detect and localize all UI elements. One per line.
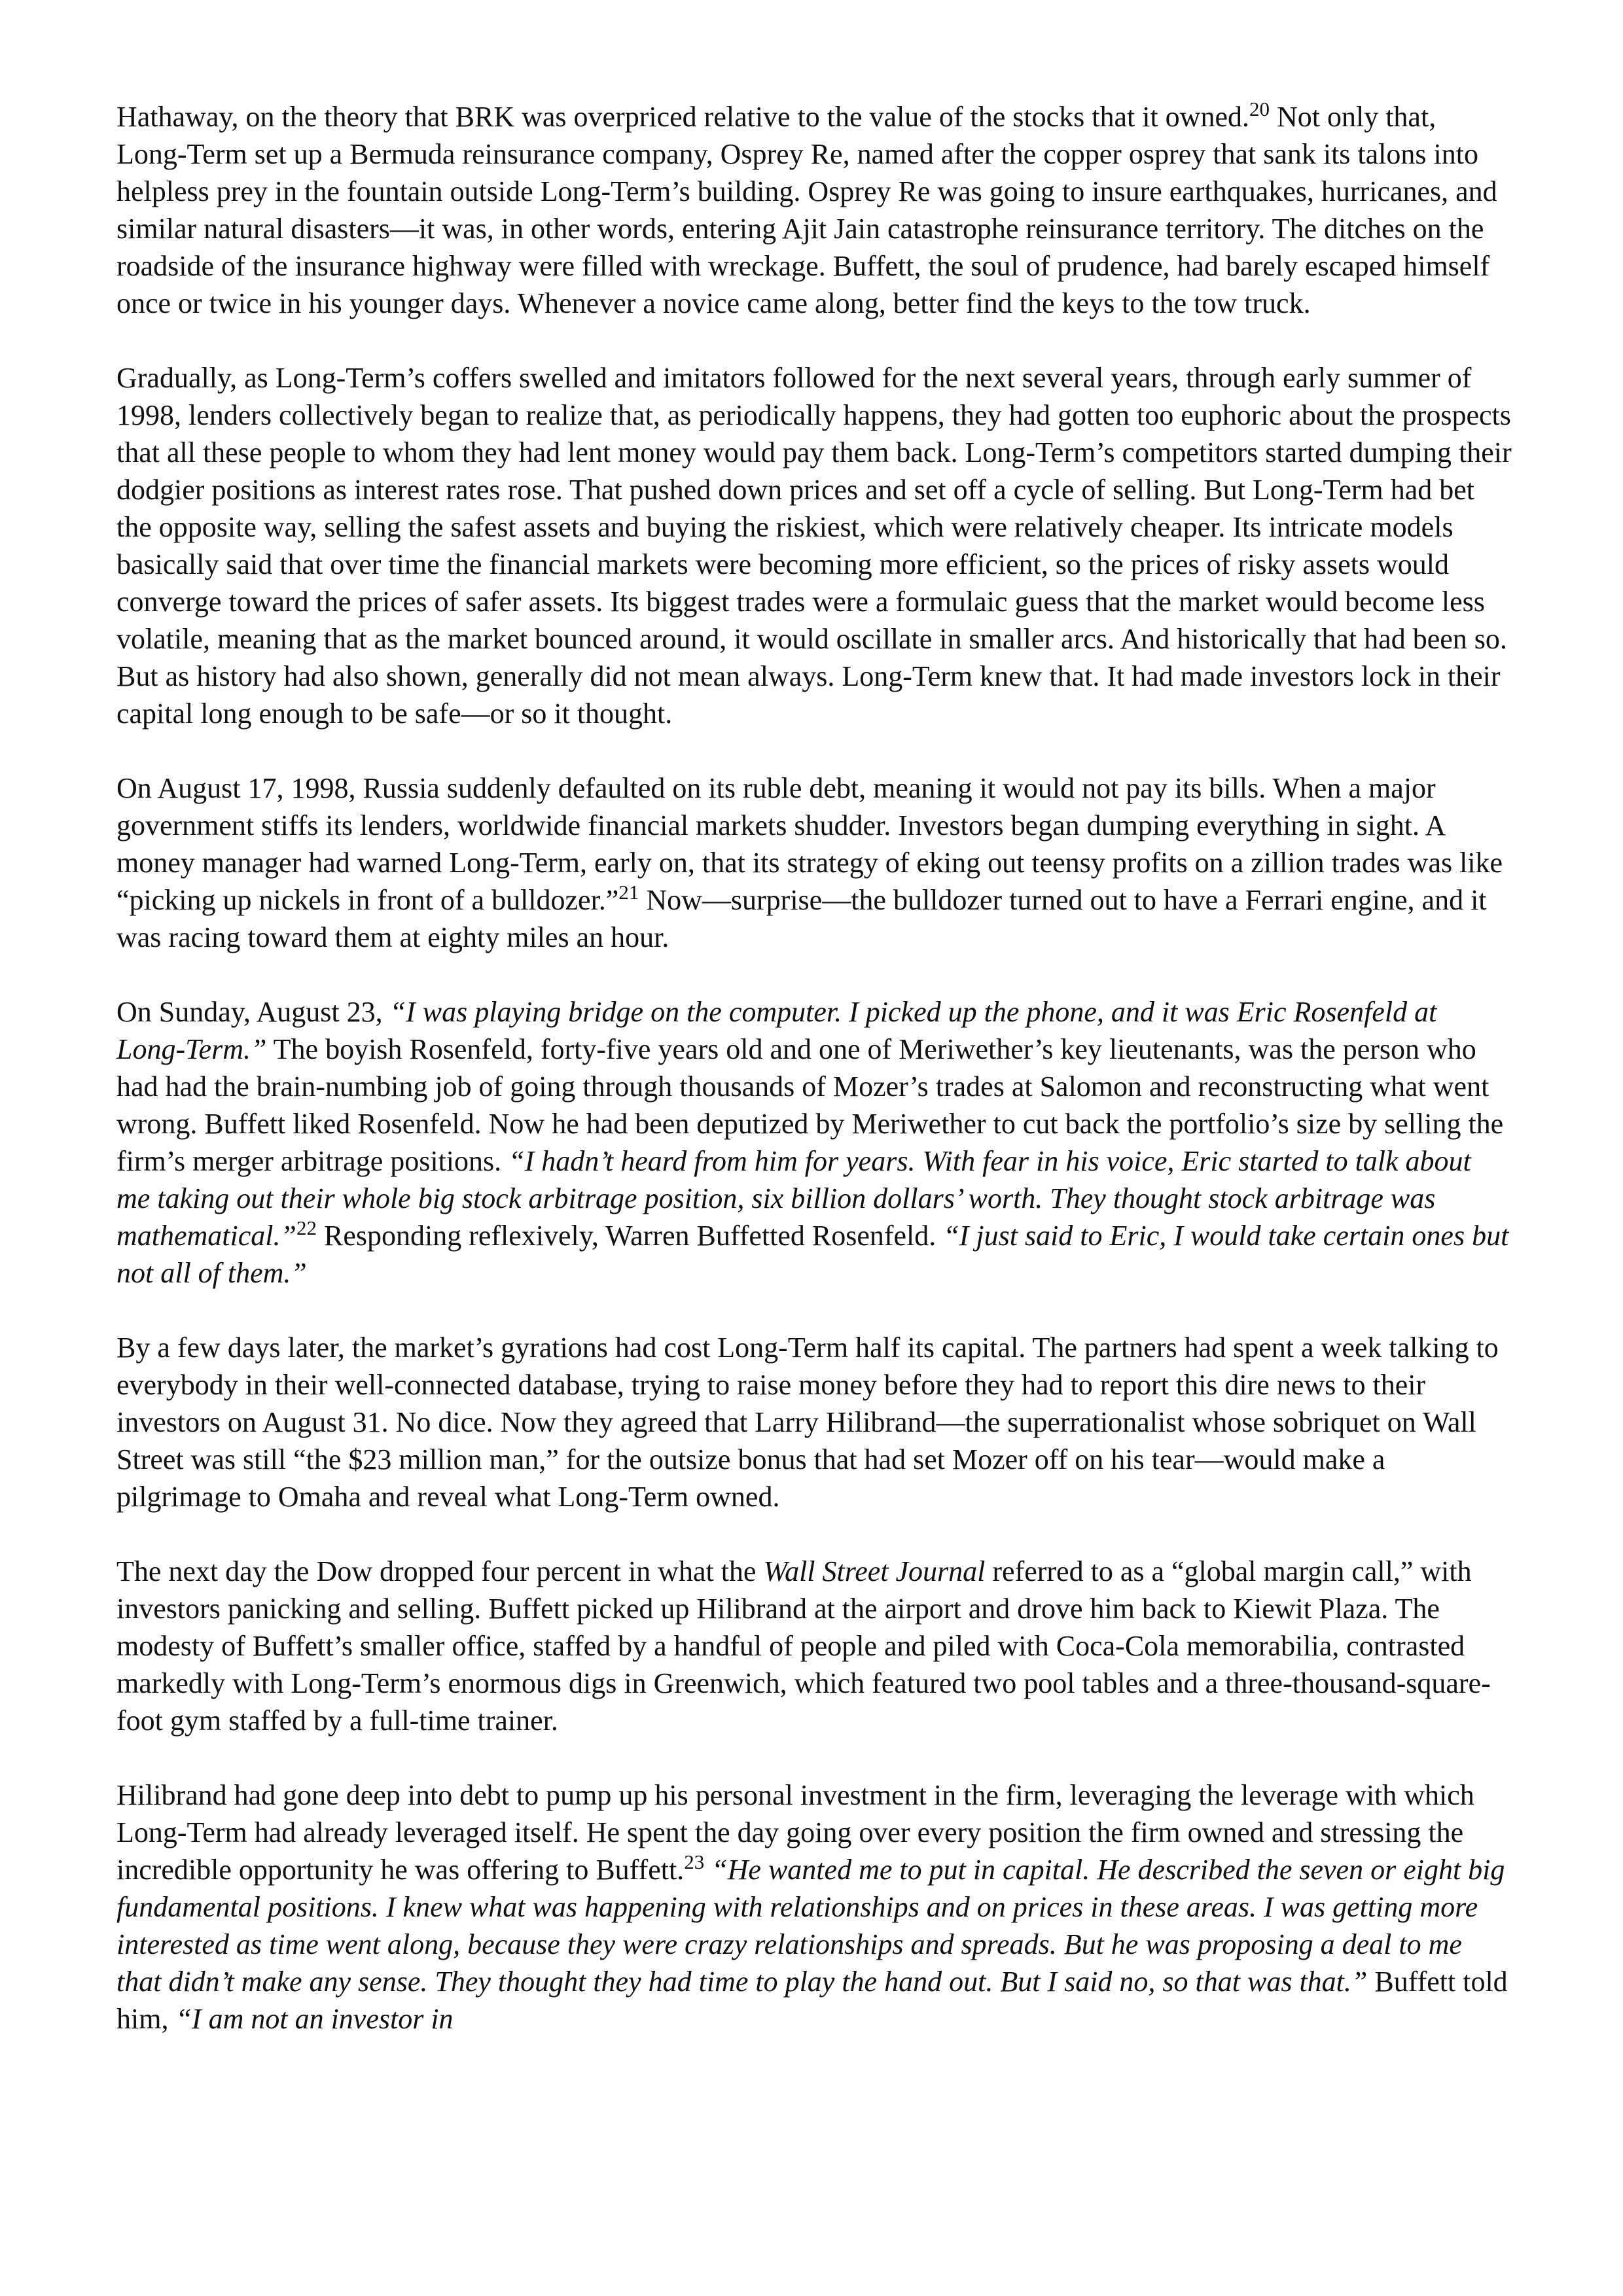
paragraph — [116, 769, 1512, 956]
paragraph — [116, 1553, 1512, 1739]
text-run: referred to as a “global margin call,” with investors panicking and selling. Buffett picked up Hilibrand at the airport and drove him back to Kiewit Plaza. The modesty of Buffett’s smaller office, staffed by a handful of people and piled with Coca-Cola memorabilia, contrasted markedly with Long-Term’s enormous digs in Greenwich, which featured two pool tables and a three-thousand-square-foot gym staffed by a full-time trainer. — [116, 1555, 1491, 1737]
text-run: On Sunday, August 23, — [116, 996, 390, 1028]
text-run: Hilibrand had gone deep into debt to pump up his personal investment in the firm, leveraging the leverage with which Long-Term had already leveraged itself. He spent the day going over every position the firm owned and stressing the incredible opportunity he was offering to Buffett. — [116, 1779, 1482, 1886]
text-run: The next day the Dow dropped four percent in what the — [116, 1555, 764, 1587]
italic-text-run: “I just said to Eric, I would take certain ones but not all of them.” — [116, 1220, 1516, 1289]
italic-text-run: Wall Street Journal — [763, 1555, 986, 1587]
text-run: On August 17, 1998, Russia suddenly defaulted on its ruble debt, meaning it would not pay its bills. When a major government stiffs its lenders, worldwide financial markets shudder. Investors began dumping everything in sight. A money manager had warned Long-Term, early on, that its strategy of eking out teensy profits on a zillion trades was like “picking up nickels in front of a bulldozer.” — [116, 772, 1510, 916]
text-run: By a few days later, the market’s gyrations had cost Long-Term half its capital. The partners had spent a week talking to everybody in their well-connected database, trying to raise money before they had to report this dire news to their investors on August 31. No dice. Now they agreed that Larry Hilibrand—the superrationalist whose sobriquet on Wall Street was still “the $23 million man,” for the outsize bonus that had set Mozer off on his tear—would make a pilgrimage to Omaha and reveal what Long-Term owned. — [116, 1332, 1506, 1513]
body-text — [116, 97, 1519, 2038]
footnote-marker: 23 — [684, 1850, 705, 1873]
paragraph — [116, 359, 1519, 732]
paragraph — [116, 1329, 1512, 1515]
italic-text-run: “I hadn’t heard from him for years. With fear in his voice, Eric started to talk about me taking out their whole big stock arbitrage position, six billion dollars’ worth. They thought stock arbitrage was mathematical.” — [116, 1145, 1478, 1252]
text-run: Hathaway, on the theory that BRK was overpriced relative to the value of the stocks that it owned. — [116, 101, 1249, 133]
paragraph — [116, 1776, 1515, 2038]
text-run: Buffett told him, — [116, 1966, 1515, 2035]
footnote-marker: 20 — [1249, 97, 1270, 120]
text-run: Responding reflexively, Warren Buffetted Rosenfeld. — [316, 1220, 944, 1252]
footnote-marker: 22 — [296, 1216, 317, 1239]
text-run: Not only that, Long-Term set up a Bermuda reinsurance company, Osprey Re, named after the copper osprey that sank its talons into helpless prey in the fountain outside Long-Term’s building. Osprey Re was going to insure earthquakes, hurricanes, and similar natural disasters—it was, in other words, entering Ajit Jain catastrophe reinsurance territory. The ditches on the roadside of the insurance highway were filled with wreckage. Buffett, the soul of prudence, had barely escaped himself once or twice in his younger days. Whenever a novice came along, better find the keys to the tow truck. — [116, 101, 1505, 319]
italic-text-run: “He wanted me to put in capital. He described the seven or eight big fundamental positions. I knew what was happening with relationships and on prices in these areas. I was getting more interested as time went along, because they were crazy relationships and spreads. But he was proposing a deal to me that didn’t make any sense. They thought they had time to play the hand out. But I said no, so that was that.” — [116, 1854, 1512, 1998]
paragraph — [116, 993, 1516, 1292]
text-run: Now—surprise—the bulldozer turned out to have a Ferrari engine, and it was racing toward them at eighty miles an hour. — [116, 884, 1494, 953]
text-run: Gradually, as Long-Term’s coffers swelled and imitators followed for the next several years, through early summer of 1998, lenders collectively began to realize that, as periodically happens, they had gotten too euphoric about the prospects that all these people to whom they had lent money would pay them back. Long-Term’s competitors started dumping their dodgier positions as interest rates rose. That pushed down prices and set off a cycle of selling. But Long-Term had bet the opposite way, selling the safest assets and buying the riskiest, which were relatively cheaper. Its intricate models basically said that over time the financial markets were becoming more efficient, so the prices of risky assets would converge toward the prices of safer assets. Its biggest trades were a formulaic guess that the market would become less volatile, meaning that as the market bounced around, it would oscillate in smaller arcs. And historically that had been so. But as history had also shown, generally did not mean always. Long-Term knew that. It had made investors lock in their capital long enough to be safe—or so it thought. — [116, 362, 1519, 730]
italic-text-run: “I am not an investor in — [175, 2003, 454, 2035]
text-run — [704, 1854, 711, 1886]
paragraph — [116, 98, 1512, 322]
text-run: The boyish Rosenfeld, forty-five years old and one of Meriwether’s key lieutenants, was the person who had had the brain-numbing job of going through thousands of Mozer’s trades at Salomon and reconstructing what went wrong. Buffett liked Rosenfeld. Now he had been deputized by Meriwether to cut back the portfolio’s size by selling the firm’s merger arbitrage positions. — [116, 1033, 1511, 1177]
footnote-marker: 21 — [618, 881, 639, 904]
italic-text-run: “I was playing bridge on the computer. I picked up the phone, and it was Eric Rosenfeld at Long-Term.” — [116, 996, 1444, 1065]
